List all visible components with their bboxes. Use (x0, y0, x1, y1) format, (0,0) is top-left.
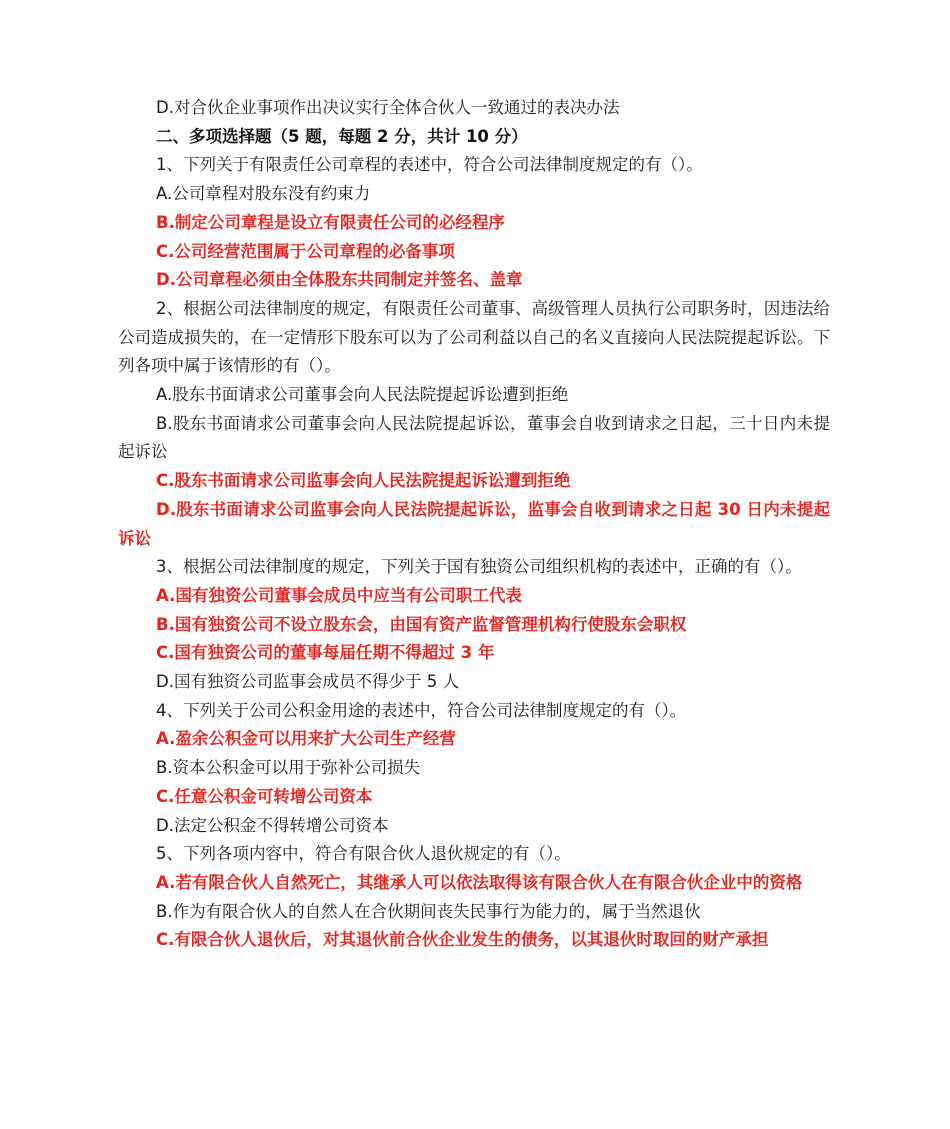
option-line: B.股东书面请求公司董事会向人民法院提起诉讼，董事会自收到请求之日起，三十日内未提起诉讼 (118, 413, 830, 462)
answer-option-line: A.国有独资公司董事会成员中应当有公司职工代表 (156, 585, 522, 605)
question-line: 1、下列关于有限责任公司章程的表述中，符合公司法律制度规定的有（）。 (156, 155, 703, 175)
answer-option-line: C.有限合伙人退伙后，对其退伙前合伙企业发生的债务，以其退伙时取回的财产承担 (156, 930, 769, 950)
option-line: A.公司章程对股东没有约束力 (156, 184, 371, 204)
question-line: 3、根据公司法律制度的规定，下列关于国有独资公司组织机构的表述中，正确的有（）。 (156, 557, 802, 577)
answer-option-line: A.盈余公积金可以用来扩大公司生产经营 (156, 729, 456, 749)
option-line: A.股东书面请求公司董事会向人民法院提起诉讼遭到拒绝 (156, 385, 569, 405)
answer-option-line: C.公司经营范围属于公司章程的必备事项 (156, 241, 455, 261)
option-line: D.法定公积金不得转增公司资本 (156, 815, 389, 835)
answer-option-line: D.股东书面请求公司监事会向人民法院提起诉讼，监事会自收到请求之日起 30 日内未提起诉讼 (118, 499, 830, 548)
answer-option-line: B.制定公司章程是设立有限责任公司的必经程序 (156, 212, 505, 232)
answer-option-line: A.若有限合伙人自然死亡，其继承人可以依法取得该有限合伙人在有限合伙企业中的资格 (156, 872, 803, 892)
answer-option-line: C.任意公积金可转增公司资本 (156, 786, 373, 806)
option-line: D.国有独资公司监事会成员不得少于 5 人 (156, 672, 459, 692)
answer-option-line: D.公司章程必须由全体股东共同制定并签名、盖章 (156, 270, 523, 290)
question-line: 4、下列关于公司公积金用途的表述中，符合公司法律制度规定的有（）。 (156, 700, 687, 720)
option-line: B.作为有限合伙人的自然人在合伙期间丧失民事行为能力的，属于当然退伙 (156, 901, 701, 921)
option-line: D.对合伙企业事项作出决议实行全体合伙人一致通过的表决办法 (156, 98, 620, 117)
answer-option-line: C.国有独资公司的董事每届任期不得超过 3 年 (156, 643, 495, 663)
answer-option-line: B.国有独资公司不设立股东会，由国有资产监督管理机构行使股东会职权 (156, 614, 687, 634)
answer-option-line: C.股东书面请求公司监事会向人民法院提起诉讼遭到拒绝 (156, 471, 571, 491)
section-heading: 二、多项选择题（5 题，每题 2 分，共计 10 分） (156, 126, 528, 146)
option-line: B.资本公积金可以用于弥补公司损失 (156, 758, 421, 778)
question-line: 2、根据公司法律制度的规定，有限责任公司董事、高级管理人员执行公司职务时，因违法给公司造成损失的，在一定情形下股东可以为了公司利益以自己的名义直接向人民法院提起诉讼。下列各项中属于该情形的有（）。 (118, 298, 830, 376)
document-page (118, 94, 830, 955)
question-line: 5、下列各项内容中，符合有限合伙人退伙规定的有（）。 (156, 844, 571, 864)
